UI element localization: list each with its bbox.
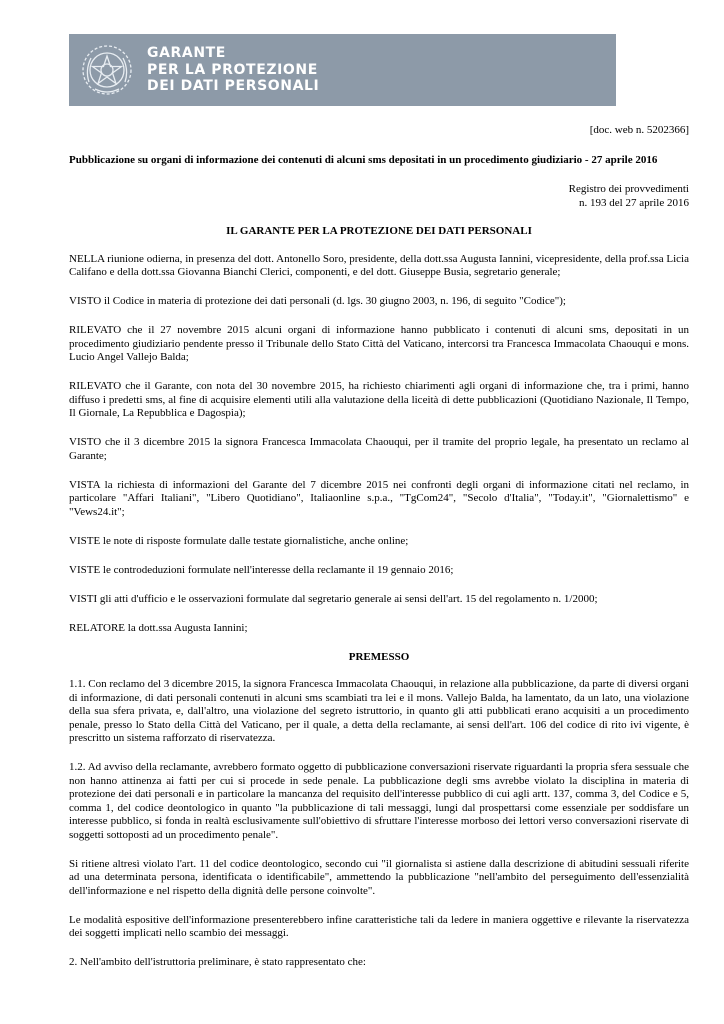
authority-heading: IL GARANTE PER LA PROTEZIONE DEI DATI PERSONALI (226, 225, 532, 237)
preamble-paragraph: VISTO il Codice in materia di protezione dei dati personali (d. lgs. 30 giugno 2003, n. 196, di seguito "Codice"); (69, 295, 566, 307)
doc-reference: [doc. web n. 5202366] (589, 124, 689, 136)
section-title-premesso: PREMESSO (348, 650, 410, 663)
premesso-paragraph: Si ritiene altresì violato l'art. 11 del codice deontologico, secondo cui "il giornalista si astiene dalla descrizione di abitudini sessuali riferite ad una determinata persona, identificata o identificabile", ammettendo la pubblicazione "nell'ambito del perseguimento dell'essenzialità dell'informazione e nel rispetto della dignità delle persone coinvolte". (69, 857, 689, 897)
registry-line: n. 193 del 27 aprile 2016 (579, 196, 689, 209)
header-title (147, 45, 319, 95)
preamble-paragraph: VISTI gli atti d'ufficio e le osservazioni formulate dal segretario generale ai sensi dell'art. 15 del regolamento n. 1/2000; (69, 592, 598, 605)
header-title-line: PER LA PROTEZIONE (147, 61, 318, 78)
registry-line: Registro dei provvedimenti (568, 183, 689, 195)
premesso-paragraph: Le modalità espositive dell'informazione presenterebbero infine caratteristiche tali da ledere in maniera oggettive e rilevante la riservatezza dei soggetti implicati nello scambio dei messaggi. (69, 913, 689, 939)
preamble-paragraph: RILEVATO che il 27 novembre 2015 alcuni organi di informazione hanno pubblicato i contenuti di alcuni sms, depositati in un procedimento giudiziario pendente presso il Tribunale dello Stato Città del Vaticano, intercorsi tra Francesca Immacolata Chaouqui e mons. Lucio Angel Vallejo Balda; (69, 324, 689, 363)
document-subject: Pubblicazione su organi di informazione dei contenuti di alcuni sms depositati in un procedimento giudiziario - 27 aprile 2016 (69, 153, 658, 166)
preamble-paragraph: VISTE le controdeduzioni formulate nell'interesse della reclamante il 19 gennaio 2016; (69, 563, 454, 576)
garante-header-banner (69, 34, 616, 106)
premesso-paragraph: 1.2. Ad avviso della reclamante, avrebbero formato oggetto di pubblicazione conversazioni riservate riguardanti la propria sfera sessuale che non hanno attinenza ai fatti per cui si procede in sede penale. La pubblicazione degli sms avrebbe violato la disciplina in materia di protezione dei dati personali e in particolare la mancanza del requisito dell'interesse pubblico di cui agli artt. 137, comma 3, del Codice e 5, comma 1, del codice deontologico in quanto "la pubblicazione di tali messaggi, lungi dal prospettarsi come essenziale per soddisfare un interesse pubblico, si fonda in realtà esclusivamente sull'obiettivo di sfruttare l'interesse morboso dei lettori verso conversazioni riservate di soggetti sottoposti ad un procedimento penale". (69, 761, 689, 841)
document-body (69, 124, 689, 985)
header-title-line: DEI DATI PERSONALI (147, 78, 320, 94)
preamble-paragraph: VISTO che il 3 dicembre 2015 la signora Francesca Immacolata Chaouqui, per il tramite del proprio legale, ha presentato un reclamo al Garante; (69, 436, 689, 462)
preamble-paragraph: RELATORE la dott.ssa Augusta Iannini; (69, 621, 248, 634)
header-title-line: GARANTE (147, 45, 226, 61)
premesso-paragraph: 1.1. Con reclamo del 3 dicembre 2015, la signora Francesca Immacolata Chaouqui, in relazione alla pubblicazione, da parte di diversi organi di informazione, di dati personali contenuti in alcuni sms scambiati tra lei e il mons. Vallejo Balda, ha lamentato, da un lato, una violazione della sua sfera privata, e, dall'altro, una violazione del segreto istruttorio, in quanto gli atti pubblicati erano acquisiti a un procedimento penale, presso lo Stato della Città del Vaticano, per il quale, a detta della reclamante, ai sensi dell'art. 106 del codice di rito ivi vigente, è prescritto un sistema rafforzato di riservatezza. (69, 678, 689, 744)
preamble-paragraph: NELLA riunione odierna, in presenza del dott. Antonello Soro, presidente, della dott.ssa Augusta Iannini, vicepresidente, della prof.ssa Licia Califano e della dott.ssa Giovanna Bianchi Clerici, componenti, e del dott. Giuseppe Busia, segretario generale; (69, 252, 689, 278)
preamble-paragraph: VISTE le note di risposte formulate dalle testate giornalistiche, anche online; (69, 534, 409, 547)
preamble-paragraph: VISTA la richiesta di informazioni del Garante del 7 dicembre 2015 nei confronti degli organi di informazione citati nel reclamo, in particolare "Affari Italiani", "Libero Quotidiano", Italiaonline s.p.a., "TgCom24", "Secolo d'Italia", "Today.it", "Giornalettismo" e "Vews24.it"; (69, 478, 689, 518)
premesso-paragraph: 2. Nell'ambito dell'istruttoria preliminare, è stato rappresentato che: (69, 956, 366, 968)
italian-republic-emblem-icon (79, 42, 135, 98)
registry-info (69, 183, 689, 210)
preamble-paragraph: RILEVATO che il Garante, con nota del 30 novembre 2015, ha richiesto chiarimenti agli organi di informazione che, tra i primi, hanno diffuso i predetti sms, al fine di acquisire elementi utili alla valutazione della liceità di dette pubblicazioni (Quotidiano Nazionale, Il Tempo, Il Giornale, La Repubblica e Dagospia); (69, 380, 689, 419)
